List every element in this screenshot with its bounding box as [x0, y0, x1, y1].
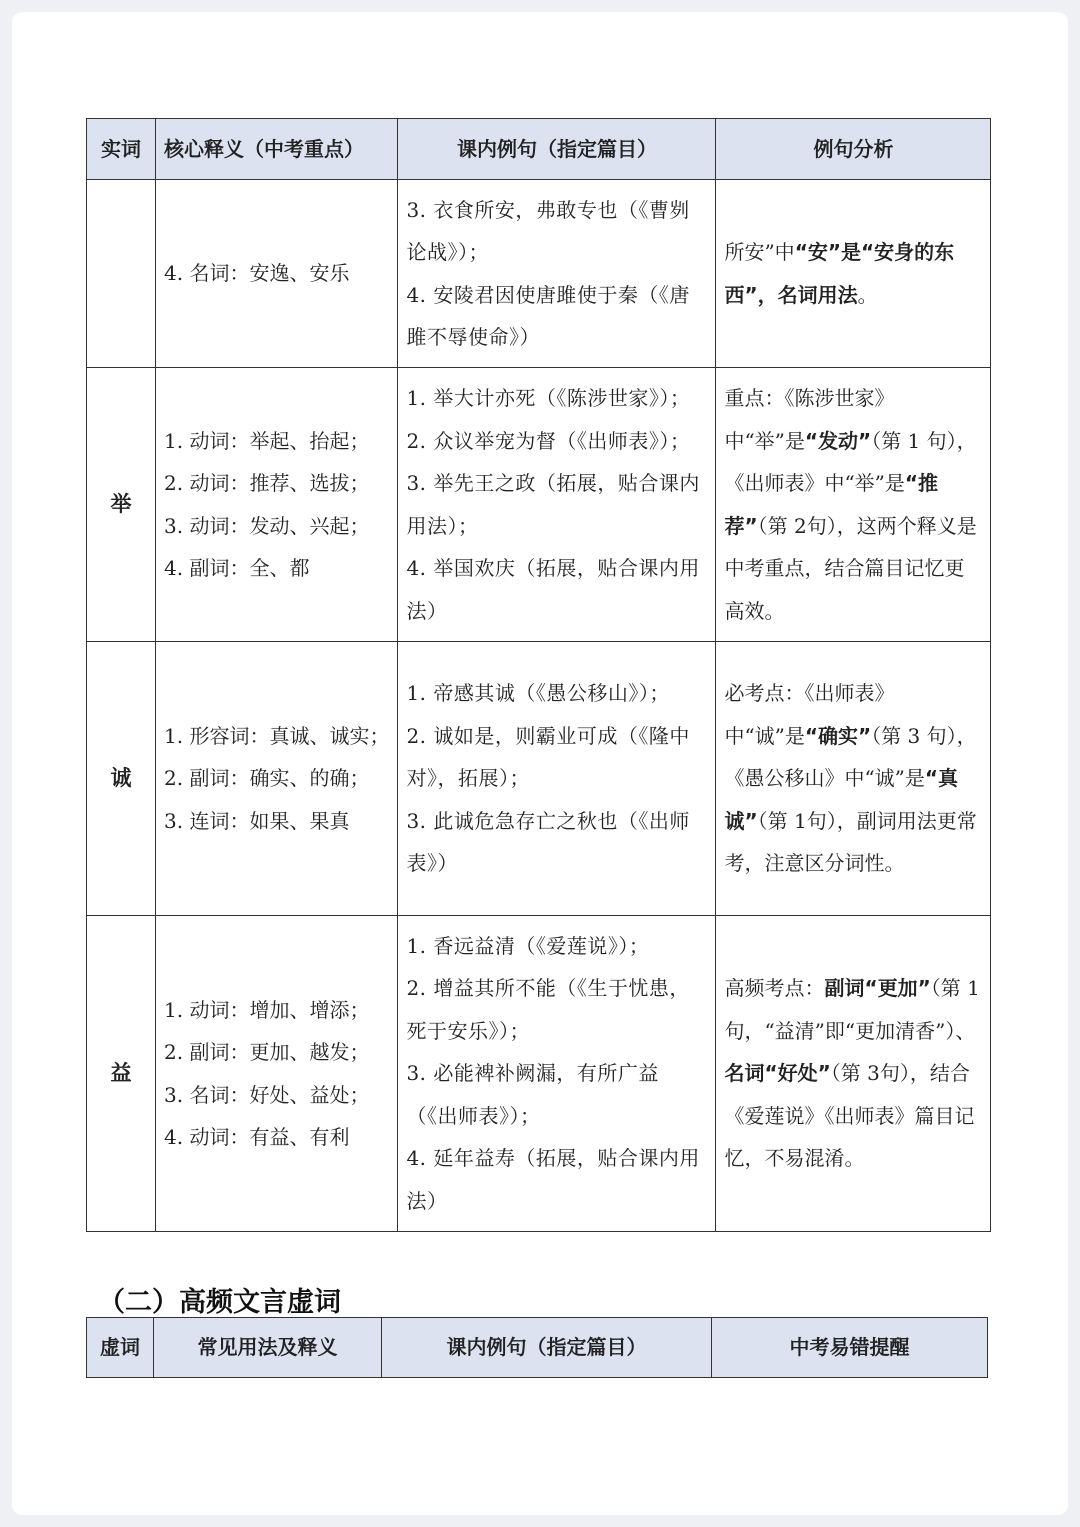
table-header-row: [87, 1318, 988, 1378]
analysis-cell: [716, 916, 991, 1232]
analysis-text: 高频考点：: [724, 976, 825, 1001]
function-words-table: [86, 1317, 988, 1378]
table-row: [87, 916, 991, 1232]
table-row: [87, 180, 991, 368]
example-cell: [398, 916, 716, 1232]
example-item: 3. 必能裨补阙漏，有所广益（《出师表》）；: [406, 1061, 659, 1128]
meaning-cell: [156, 180, 398, 368]
analysis-text: （第 3句），结合《爱莲说》《出师表》篇目记忆，不易混淆。: [724, 1061, 975, 1171]
example-item: 1. 香远益清（《爱莲说》）；: [406, 933, 650, 958]
analysis-key-point: “确实”: [804, 723, 872, 748]
example-item: 4. 安陵君因使唐雎使于秦（《唐雎不辱使命》）: [406, 282, 690, 349]
example-item: 1. 举大计亦死（《陈涉世家》）；: [406, 386, 691, 410]
header-analysis: 例句分析: [716, 119, 991, 180]
analysis-text: 必考点：《出师表》中“诚”是: [724, 681, 895, 748]
meaning-cell: [156, 368, 398, 642]
analysis-cell: [716, 642, 991, 916]
analysis-text: 。: [857, 282, 878, 307]
example-cell: [398, 368, 716, 642]
analysis-cell: [716, 180, 991, 368]
content-words-table: [86, 118, 991, 1232]
analysis-key-point: “安”是“安身的东西”，名词用法: [724, 240, 955, 307]
meaning-cell: [156, 642, 398, 916]
meaning-item: 4. 副词：全、都: [164, 556, 310, 580]
header-examples: 课内例句（指定篇目）: [398, 119, 716, 180]
analysis-text: （第 1句，“益清”即“更加清香”）、: [724, 976, 980, 1043]
analysis-key-point: 名词“好处”: [724, 1061, 831, 1086]
meaning-item: 2. 动词：推荐、选拔；: [164, 471, 370, 495]
header-meaning: 核心释义（中考重点）: [156, 119, 398, 180]
word-cell: 诚: [87, 642, 156, 916]
table-row: [87, 642, 991, 916]
example-item: 3. 衣食所安，弗敢专也（《曹刿论战》）；: [406, 197, 690, 264]
meaning-item: 1. 形容词：真诚、诚实；: [164, 723, 390, 748]
analysis-text: （第 3 句），《愚公移山》中“诚”是: [724, 723, 977, 791]
analysis-cell: [716, 368, 991, 642]
header-examples: 课内例句（指定篇目）: [382, 1318, 712, 1378]
header-word: 实词: [87, 119, 156, 180]
analysis-text: （第 1句），副词用法更常考，注意区分词性。: [724, 808, 977, 876]
example-item: 3. 举先王之政（拓展，贴合课内用法）；: [406, 471, 700, 538]
meaning-cell: [156, 916, 398, 1232]
analysis-key-point: “推荐”: [724, 471, 939, 538]
analysis-key-point: “真诚”: [724, 766, 959, 833]
example-item: 1. 帝感其诚（《愚公移山》）；: [406, 681, 670, 706]
analysis-text: （第 1 句），《出师表》中“举”是: [724, 428, 977, 495]
analysis-text: （第 2句），这两个释义是中考重点，结合篇目记忆更高效。: [724, 513, 977, 623]
meaning-item: 3. 名词：好处、益处；: [164, 1082, 370, 1107]
example-item: 3. 此诚危急存亡之秋也（《出师表》）: [406, 808, 690, 876]
header-function-word: 虚词: [87, 1318, 154, 1378]
analysis-key-point: 副词“更加”: [824, 976, 931, 1001]
example-item: 2. 众议举宠为督（《出师表》）；: [406, 428, 691, 453]
meaning-item: 3. 动词：发动、兴起；: [164, 513, 370, 538]
example-cell: [398, 642, 716, 916]
meaning-item: 4. 动词：有益、有利: [164, 1125, 350, 1149]
meaning-item: 1. 动词：增加、增添；: [164, 997, 370, 1022]
meaning-item: 1. 动词：举起、抬起；: [164, 428, 370, 453]
word-cell: [87, 180, 156, 368]
analysis-key-point: “发动”: [804, 428, 872, 453]
analysis-text: 所安”中: [724, 240, 795, 264]
word-cell: 益: [87, 916, 156, 1232]
header-usage: 常见用法及释义: [154, 1318, 382, 1378]
meaning-item: 2. 副词：更加、越发；: [164, 1040, 370, 1064]
word-cell: 举: [87, 368, 156, 642]
example-item: 2. 增益其所不能（《生于忧患，死于安乐》）；: [406, 976, 690, 1043]
table-header-row: [87, 119, 991, 180]
example-item: 4. 延年益寿（拓展，贴合课内用法）: [406, 1146, 700, 1213]
table-row: [87, 368, 991, 642]
meaning-item: 2. 副词：确实、的确；: [164, 766, 370, 791]
example-cell: [398, 180, 716, 368]
section-title: （二）高频文言虚词: [98, 1287, 341, 1318]
example-item: 4. 举国欢庆（拓展，贴合课内用法）: [406, 556, 700, 623]
meaning-item: 4. 名词：安逸、安乐: [164, 261, 350, 286]
example-item: 2. 诚如是，则霸业可成（《隆中对》，拓展）；: [406, 723, 690, 791]
analysis-text: 重点：《陈涉世家》中“举”是: [724, 386, 895, 453]
meaning-item: 3. 连词：如果、果真: [164, 808, 350, 833]
header-warning: 中考易错提醒: [712, 1318, 988, 1378]
